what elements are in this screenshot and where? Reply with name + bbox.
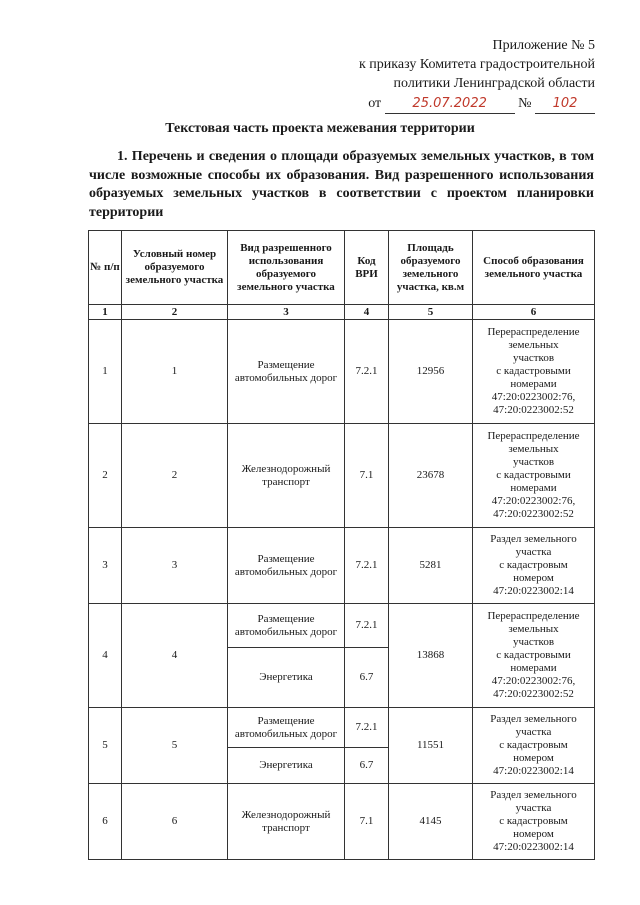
formation-method-line: с кадастровым [499, 739, 568, 751]
permitted-use-cell: Размещение автомобильных дорог [228, 604, 345, 648]
formation-method-line: 47:20:0223002:14 [493, 765, 574, 777]
formation-method-line: Раздел земельного [490, 533, 577, 545]
table-row [89, 424, 595, 528]
header-cell: № п/п [89, 231, 122, 305]
permitted-use-cell: Размещение автомобильных дорог [228, 708, 345, 748]
land-plots-table [88, 230, 595, 860]
formation-method-line: 47:20:0223002:14 [493, 585, 574, 597]
area-cell: 12956 [389, 320, 473, 424]
table-row [89, 784, 595, 860]
formation-method-line: номерами [510, 662, 557, 674]
header-cell: Вид разрешенного использования образуемого земельного участка [228, 231, 345, 305]
order-reference-line1: к приказу Комитета градостроительной [359, 57, 595, 72]
formation-method-line: номером [513, 752, 554, 764]
formation-method-line: Перераспределение [487, 326, 580, 338]
formation-method-line: 47:20:0223002:76, [491, 675, 576, 687]
formation-method-line: участка [515, 802, 552, 814]
vri-code-cell: 6.7 [345, 648, 389, 708]
number-prefix: № [518, 96, 532, 111]
permitted-use-cell: Энергетика [228, 748, 345, 784]
table-row [89, 604, 595, 648]
table-body [89, 320, 595, 860]
area-cell: 11551 [389, 708, 473, 784]
formation-method-line: Перераспределение [487, 430, 580, 442]
plot-number-cell: 2 [122, 424, 228, 528]
header-cell: Код ВРИ [345, 231, 389, 305]
formation-method-line: 47:20:0223002:76, [491, 495, 576, 507]
formation-method-cell [473, 528, 595, 604]
formation-method-line: номерами [510, 482, 557, 494]
header-cell: Способ образования земельного участка [473, 231, 595, 305]
formation-method-line: с кадастровым [499, 815, 568, 827]
table-row [89, 320, 595, 424]
formation-method-line: участка [515, 546, 552, 558]
formation-method-line: участка [515, 726, 552, 738]
vri-code-cell: 7.2.1 [345, 320, 389, 424]
vri-code-cell: 7.2.1 [345, 528, 389, 604]
formation-method-cell [473, 320, 595, 424]
formation-method-line: с кадастровыми [496, 365, 571, 377]
area-cell: 5281 [389, 528, 473, 604]
vri-code-cell: 7.1 [345, 784, 389, 860]
permitted-use-cell: Энергетика [228, 648, 345, 708]
row-index-cell: 4 [89, 604, 122, 708]
column-number: 3 [228, 305, 345, 320]
permitted-use-cell: Размещение автомобильных дорог [228, 320, 345, 424]
formation-method-line: участков [512, 636, 555, 648]
formation-method-line: номерами [510, 378, 557, 390]
formation-method-line: 47:20:0223002:76, [491, 391, 576, 403]
row-index-cell: 1 [89, 320, 122, 424]
appendix-label: Приложение № 5 [492, 38, 595, 53]
date-prefix: от [368, 96, 382, 111]
row-index-cell: 2 [89, 424, 122, 528]
formation-method-line: земельных [508, 443, 559, 455]
plot-number-cell: 3 [122, 528, 228, 604]
column-number: 1 [89, 305, 122, 320]
vri-code-cell: 7.1 [345, 424, 389, 528]
handwritten-number: 102 [535, 94, 595, 114]
formation-method-cell [473, 784, 595, 860]
document-header [359, 36, 595, 114]
permitted-use-cell: Железнодорожный транспорт [228, 784, 345, 860]
formation-method-line: с кадастровыми [496, 469, 571, 481]
formation-method-line: номером [513, 572, 554, 584]
formation-method-line: 47:20:0223002:52 [493, 404, 574, 416]
formation-method-line: Раздел земельного [490, 713, 577, 725]
formation-method-line: участков [512, 352, 555, 364]
section-paragraph: 1. Перечень и сведения о площади образуемых земельных участков, в том числе возможные способы их образования. Вид разрешенного использования образуемых земельных участков в соответствии с проектом планировки территории [89, 149, 594, 220]
permitted-use-cell: Размещение автомобильных дорог [228, 528, 345, 604]
order-date-number [359, 94, 595, 114]
plot-number-cell: 6 [122, 784, 228, 860]
row-index-cell: 5 [89, 708, 122, 784]
table-row [89, 708, 595, 748]
formation-method-line: Перераспределение [487, 610, 580, 622]
document-title: Текстовая часть проекта межевания территории [165, 121, 475, 136]
formation-method-line: земельных [508, 339, 559, 351]
formation-method-cell [473, 604, 595, 708]
vri-code-cell: 7.2.1 [345, 604, 389, 648]
row-index-cell: 3 [89, 528, 122, 604]
handwritten-date: 25.07.2022 [385, 94, 515, 114]
formation-method-line: 47:20:0223002:14 [493, 841, 574, 853]
header-cell: Условный номер образуемого земельного участка [122, 231, 228, 305]
column-number: 5 [389, 305, 473, 320]
area-cell: 13868 [389, 604, 473, 708]
header-cell: Площадь образуемого земельного участка, кв.м [389, 231, 473, 305]
order-reference-line2: политики Ленинградской области [393, 76, 595, 91]
column-number-row [89, 305, 595, 320]
area-cell: 4145 [389, 784, 473, 860]
formation-method-line: Раздел земельного [490, 789, 577, 801]
formation-method-line: земельных [508, 623, 559, 635]
formation-method-line: с кадастровым [499, 559, 568, 571]
vri-code-cell: 7.2.1 [345, 708, 389, 748]
plot-number-cell: 4 [122, 604, 228, 708]
permitted-use-cell: Железнодорожный транспорт [228, 424, 345, 528]
formation-method-cell [473, 708, 595, 784]
formation-method-line: номером [513, 828, 554, 840]
formation-method-line: 47:20:0223002:52 [493, 508, 574, 520]
formation-method-line: с кадастровыми [496, 649, 571, 661]
formation-method-cell [473, 424, 595, 528]
area-cell: 23678 [389, 424, 473, 528]
row-index-cell: 6 [89, 784, 122, 860]
column-number: 4 [345, 305, 389, 320]
vri-code-cell: 6.7 [345, 748, 389, 784]
table-row [89, 528, 595, 604]
formation-method-line: участков [512, 456, 555, 468]
column-number: 2 [122, 305, 228, 320]
plot-number-cell: 1 [122, 320, 228, 424]
table-header-row [89, 231, 595, 305]
formation-method-line: 47:20:0223002:52 [493, 688, 574, 700]
plot-number-cell: 5 [122, 708, 228, 784]
column-number: 6 [473, 305, 595, 320]
